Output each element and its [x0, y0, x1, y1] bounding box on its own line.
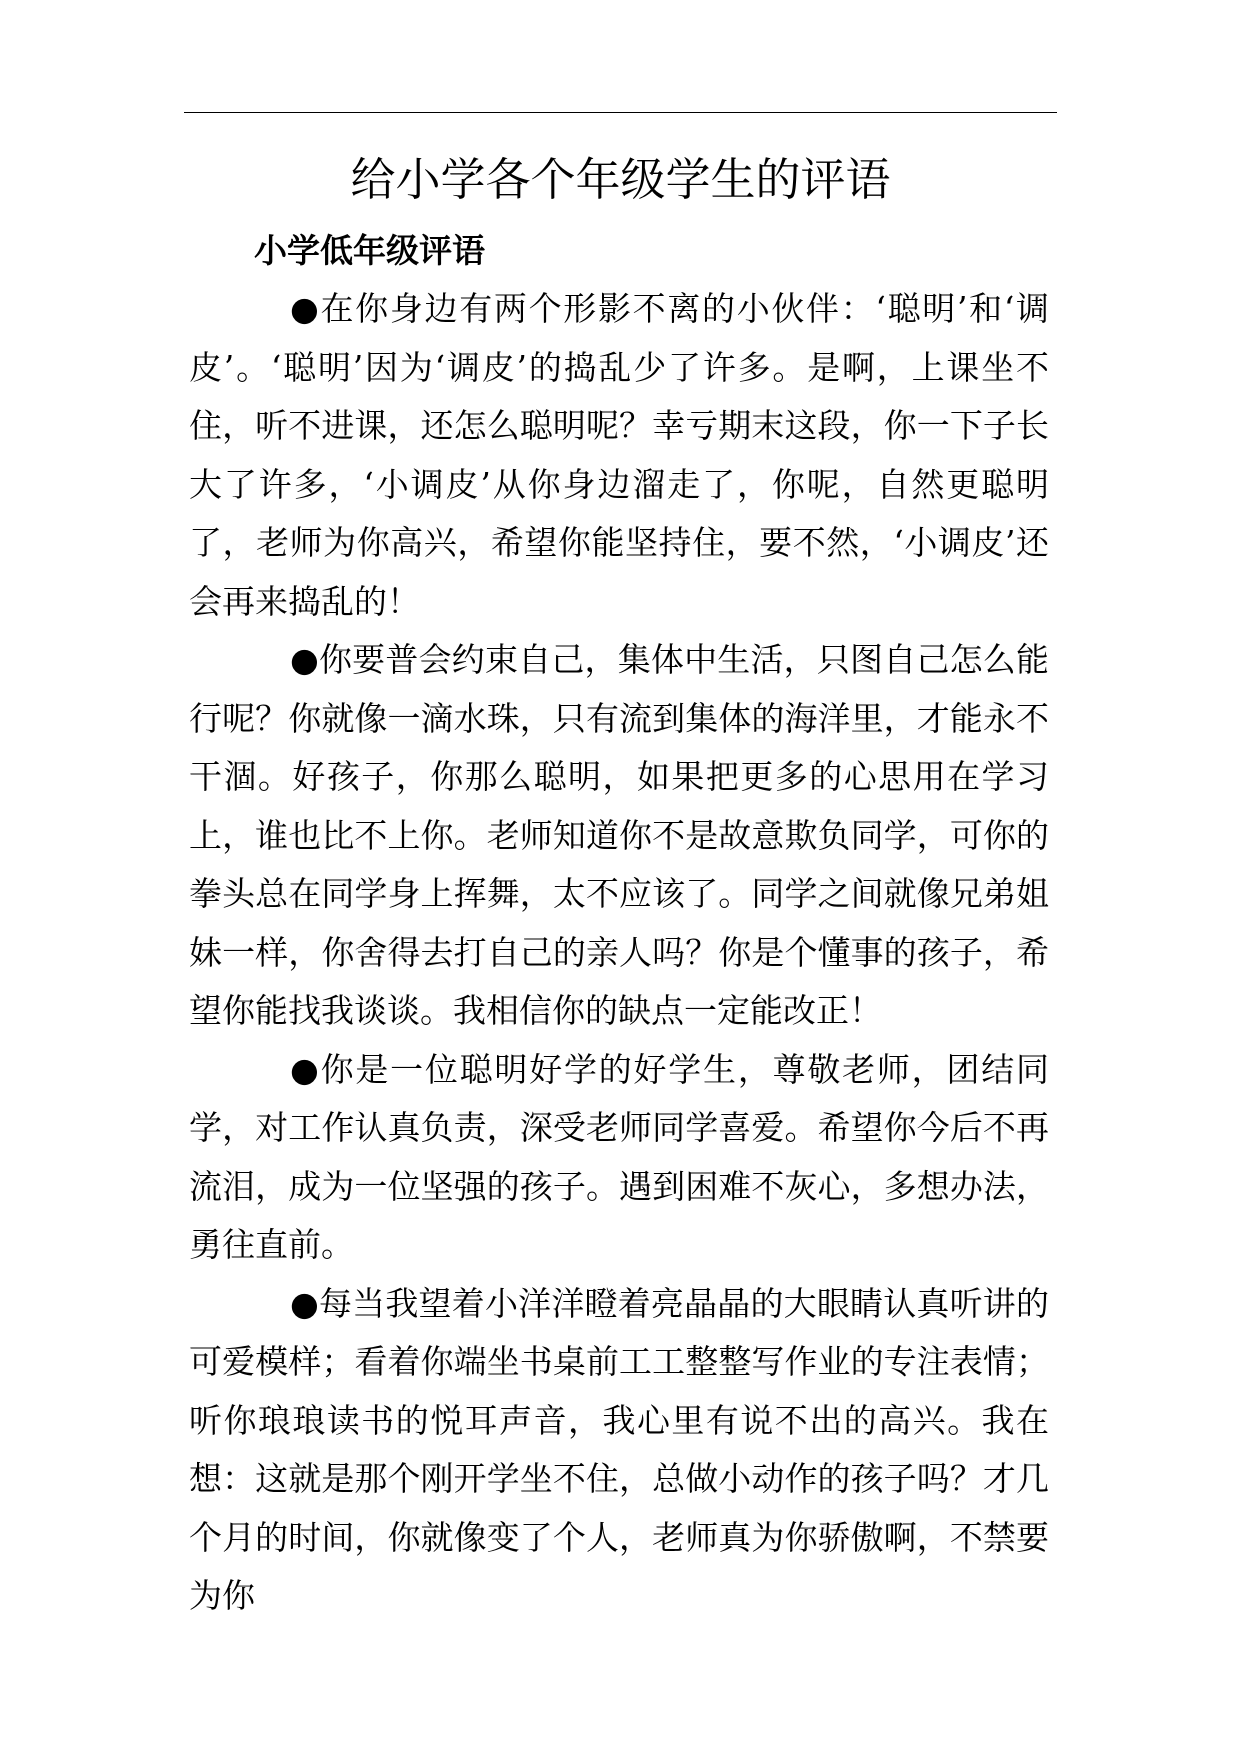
comment-paragraph-2: ●你要普会约束自己，集体中生活，只图自己怎么能行呢？你就像一滴水珠，只有流到集体的海洋里，才能永不干涸。好孩子，你那么聪明，如果把更多的心思用在学习上，谁也比不上你。老师知道你不是故意欺负同学，可你的拳头总在同学身上挥舞，太不应该了。同学之间就像兄弟姐妹一样，你舍得去打自己的亲人吗？你是个懂事的孩子，希望你能找我谈谈。我相信你的缺点一定能改正！ — [189, 640, 1049, 1030]
comment-paragraph-1: ●在你身边有两个形影不离的小伙伴：‘聪明’和‘调皮’。‘聪明’因为‘调皮’的捣乱少了许多。是啊，上课坐不住，听不进课，还怎么聪明呢？幸亏期末这段，你一下子长大了许多，‘小调皮’从你身边溜走了，你呢，自然更聪明了，老师为你高兴，希望你能坚持住，要不然，‘小调皮’还会再来捣乱的！ — [189, 289, 1049, 621]
header-rule — [184, 112, 1057, 113]
document-body — [189, 280, 1049, 1626]
section-heading: 小学低年级评语 — [254, 231, 485, 270]
comment-paragraph-3: ●你是一位聪明好学的好学生，尊敬老师，团结同学，对工作认真负责，深受老师同学喜爱。希望你今后不再流泪，成为一位坚强的孩子。遇到困难不灰心，多想办法，勇往直前。 — [189, 1049, 1049, 1264]
page-title: 给小学各个年级学生的评语 — [350, 153, 891, 206]
comment-paragraph-4: ●每当我望着小洋洋瞪着亮晶晶的大眼睛认真听讲的可爱模样；看着你端坐书桌前工工整整写作业的专注表情；听你琅琅读书的悦耳声音，我心里有说不出的高兴。我在想：这就是那个刚开学坐不住，总做小动作的孩子吗？才几个月的时间，你就像变了个人，老师真为你骄傲啊，不禁要为你 — [189, 1283, 1049, 1615]
